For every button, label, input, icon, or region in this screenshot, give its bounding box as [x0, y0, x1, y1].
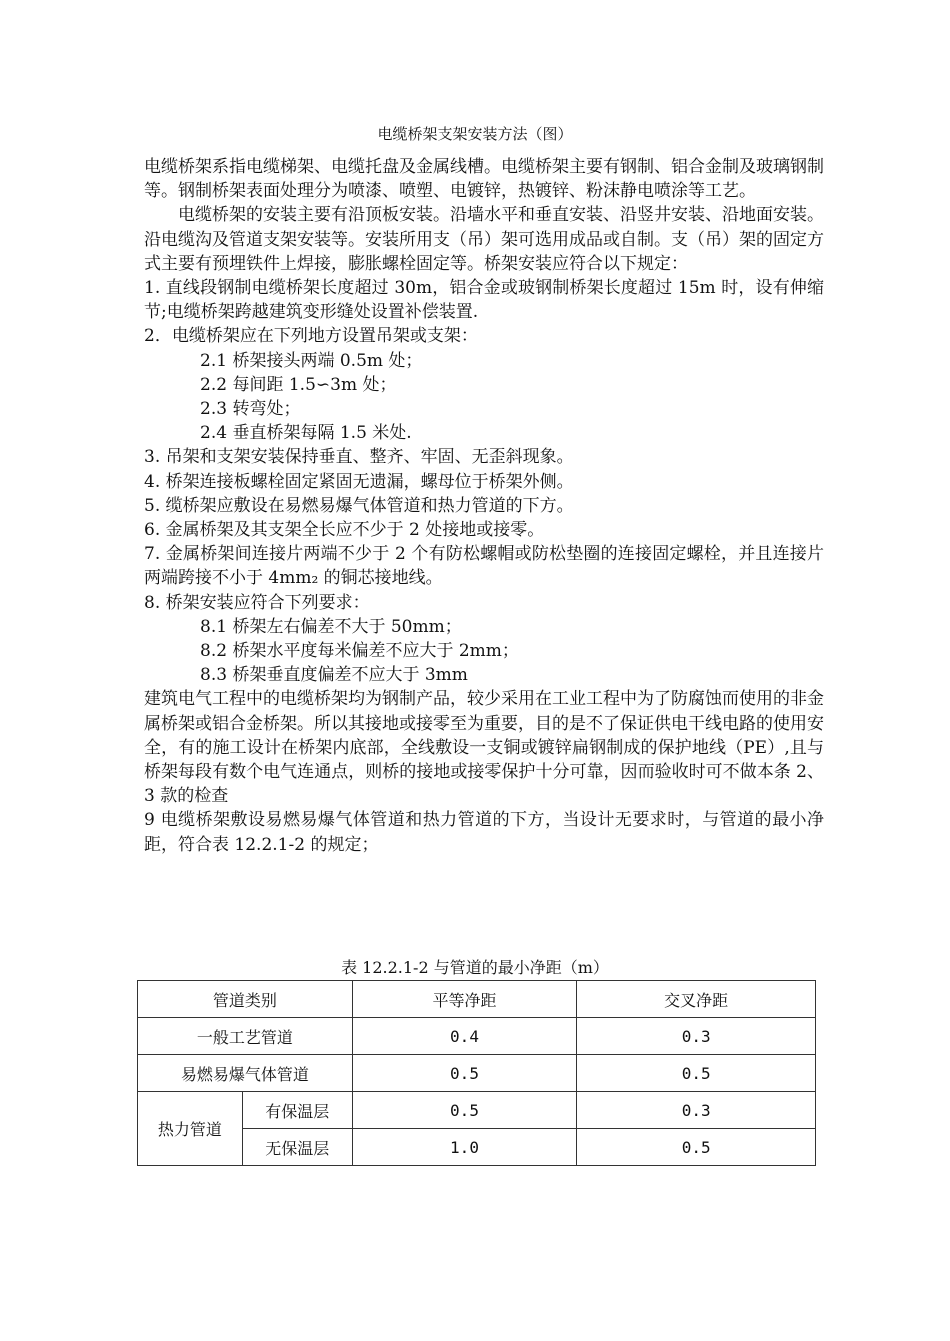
rule-8: 8. 桥架安装应符合下列要求： [144, 592, 370, 613]
rule-4: 4. 桥架连接板螺栓固定紧固无遗漏，螺母位于桥架外侧。 [144, 471, 574, 492]
rule-9: 9 电缆桥架敷设易燃易爆气体管道和热力管道的下方，当设计无要求时，与管道的最小净距，符合表 12.2.1-2 的规定； [144, 810, 824, 855]
row-parallel: 0.5 [352, 1092, 577, 1129]
table-row [138, 1092, 816, 1129]
row-category: 易燃易爆气体管道 [138, 1055, 353, 1092]
table-caption: 表 12.2.1-2 与管道的最小净距（m） [341, 958, 609, 977]
document-title: 电缆桥架支架安装方法（图） [377, 125, 573, 143]
rule-2-4: 2.4 垂直桥架每隔 1.5 米处. [200, 423, 412, 444]
clearance-table [137, 980, 816, 1166]
rule-2-2: 2.2 每间距 1.5∽3m 处； [200, 374, 397, 395]
row-cross: 0.3 [577, 1018, 816, 1055]
table-row [138, 1018, 816, 1055]
row-subcategory: 有保温层 [242, 1092, 352, 1129]
row-category: 一般工艺管道 [138, 1018, 353, 1055]
rule-8-2: 8.2 桥架水平度每米偏差不应大于 2mm； [200, 641, 519, 662]
header-cross: 交叉净距 [577, 981, 816, 1018]
rule-2-3: 2.3 转弯处； [200, 399, 301, 420]
rule-2: 2．电缆桥架应在下列地方设置吊架或支架： [144, 326, 478, 347]
rule-7: 7. 金属桥架间连接片两端不少于 2 个有防松螺帽或防松垫圈的连接固定螺栓，并且连接片两端跨接不小于 4mm₂ 的铜芯接地线。 [144, 544, 824, 589]
rule-1: 1. 直线段钢制电缆桥架长度超过 30m，铝合金或玻钢制桥架长度超过 15m 时，设有伸缩节;电缆桥架跨越建筑变形缝处设置补偿装置. [144, 278, 824, 323]
document-body [144, 155, 824, 857]
table-row [138, 1055, 816, 1092]
rule-8-1: 8.1 桥架左右偏差不大于 50mm； [200, 616, 462, 637]
rule-8-3: 8.3 桥架垂直度偏差不应大于 3mm [200, 665, 468, 686]
row-parallel: 0.4 [352, 1018, 577, 1055]
rule-2-1: 2.1 桥架接头两端 0.5m 处； [200, 350, 423, 371]
rule-6: 6. 金属桥架及其支架全长应不少于 2 处接地或接零。 [144, 520, 545, 541]
rule-5: 5. 缆桥架应敷设在易燃易爆气体管道和热力管道的下方。 [144, 495, 574, 516]
row-parallel: 0.5 [352, 1055, 577, 1092]
header-category: 管道类别 [138, 981, 353, 1018]
rule-3: 3. 吊架和支架安装保持垂直、整齐、牢固、无歪斜现象。 [144, 447, 574, 468]
heat-pipe-category: 热力管道 [138, 1092, 243, 1166]
grounding-paragraph: 建筑电气工程中的电缆桥架均为钢制产品，较少采用在工业工程中为了防腐蚀而使用的非金属桥架或铝合金桥架。所以其接地或接零至为重要，目的是不了保证供电干线电路的使用安全，有的施工设计在桥架内底部，全线敷设一支铜或镀锌扁钢制成的保护地线（PE）,且与桥架每段有数个电气连通点，则桥的接地或接零保护十分可靠，因而验收时可不做本条 2、3 款的检查 [144, 689, 824, 807]
row-cross: 0.5 [577, 1055, 816, 1092]
intro-paragraph: 电缆桥架系指电缆梯架、电缆托盘及金属线槽。电缆桥架主要有钢制、铝合金制及玻璃钢制等。钢制桥架表面处理分为喷漆、喷塑、电镀锌，热镀锌、粉沫静电喷涂等工艺。 [144, 157, 824, 202]
installation-paragraph: 电缆桥架的安装主要有沿顶板安装。沿墙水平和垂直安装、沿竖井安装、沿地面安装。沿电缆沟及管道支架安装等。安装所用支（吊）架可选用成品或自制。支（吊）架的固定方式主要有预埋铁件上焊接，膨胀螺栓固定等。桥架安装应符合以下规定： [144, 205, 824, 274]
header-parallel: 平等净距 [352, 981, 577, 1018]
row-cross: 0.3 [577, 1092, 816, 1129]
row-subcategory: 无保温层 [242, 1129, 352, 1166]
row-cross: 0.5 [577, 1129, 816, 1166]
row-parallel: 1.0 [352, 1129, 577, 1166]
table-header-row [138, 981, 816, 1018]
